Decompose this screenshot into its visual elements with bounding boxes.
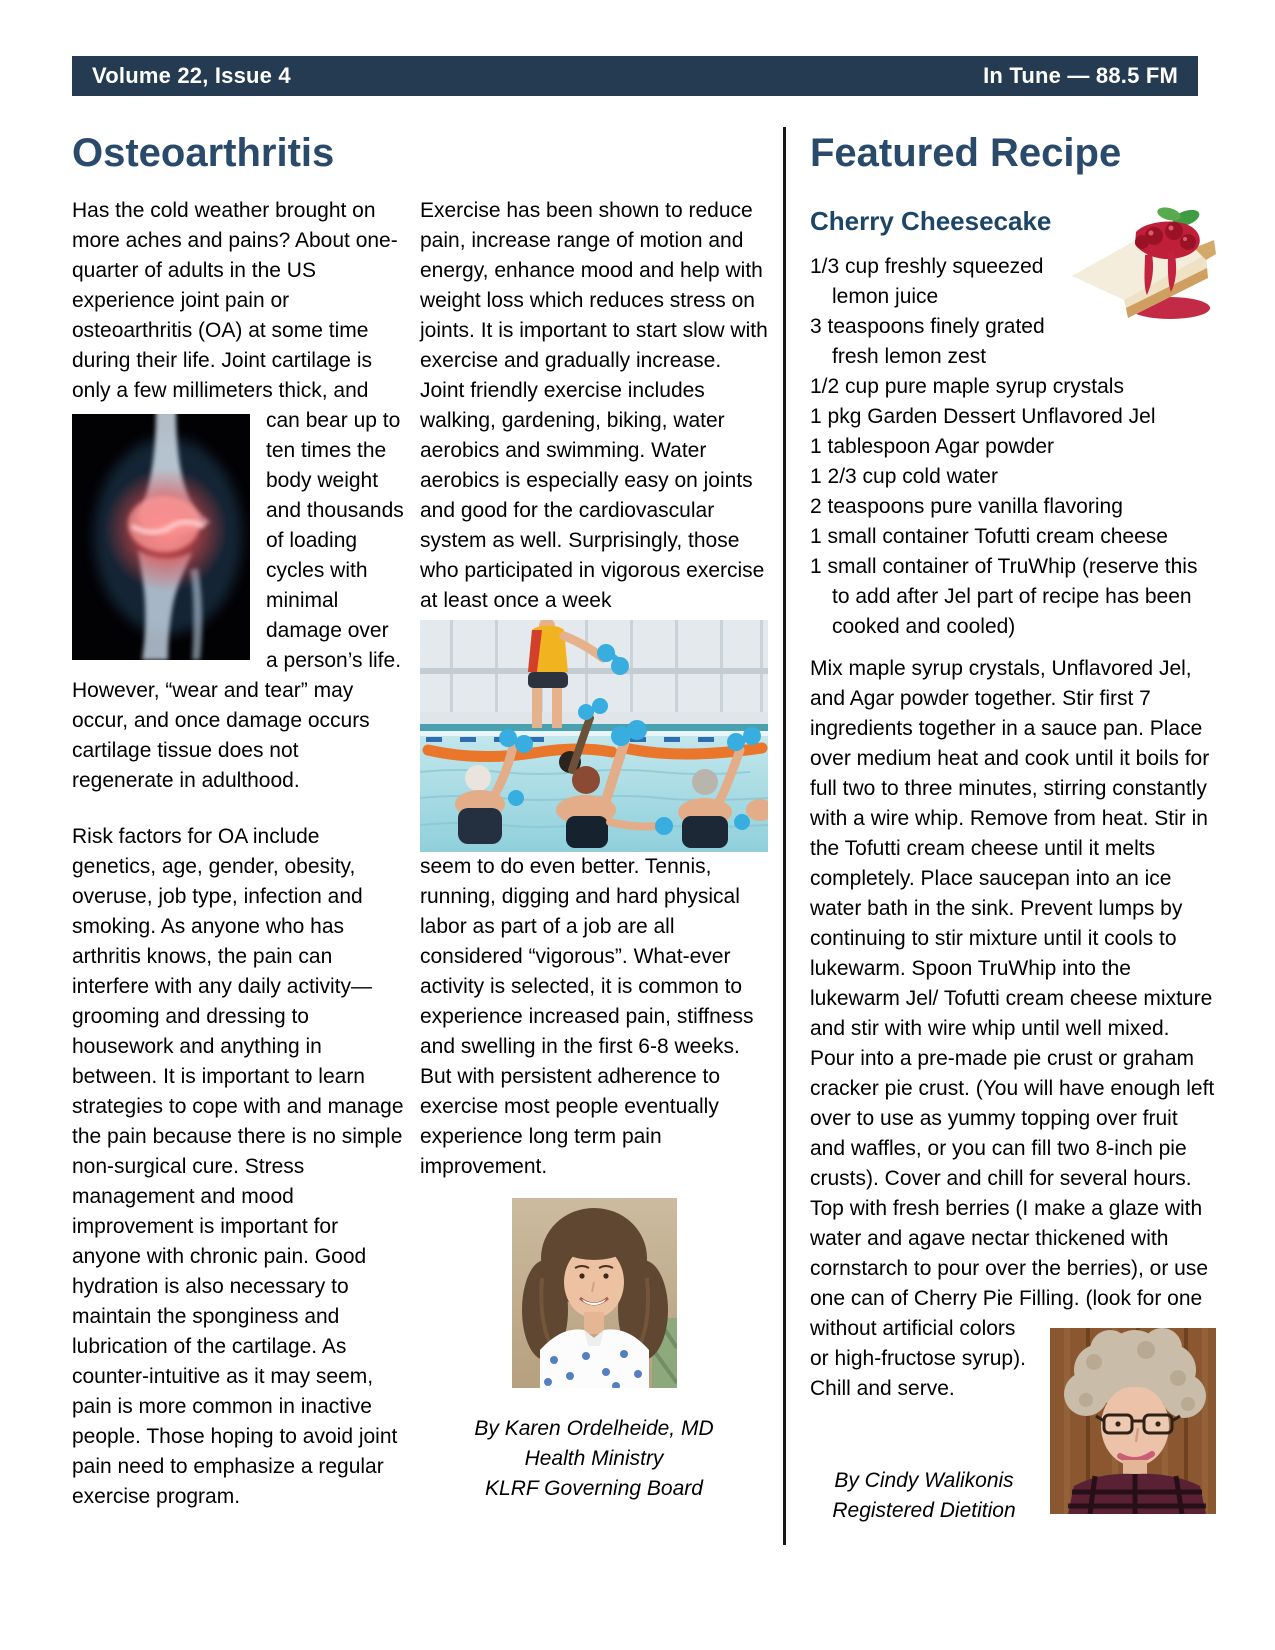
byline-role: Registered Dietition <box>832 1499 1016 1522</box>
ingredient-item: 1/3 cup freshly squeezed lemon juice <box>810 255 1044 308</box>
recipe-instructions <box>810 654 1216 1404</box>
byline-author: By Karen Ordelheide, MD <box>474 1417 714 1440</box>
ingredient-item: 1 pkg Garden Dessert Unflavored Jel <box>810 405 1156 428</box>
exercise-paragraph-1: Exercise has been shown to reduce pain, increase range of motion and energy, enhance mood and help with weight loss which reduces stress on joints. It is important to start slow with exercise and gradually increase. Joint friendly exercise includes walking, gardening, biking, water aerobics and swimming. Water aerobics is especially easy on joints and good for the cardiovascular system as well. Surprisingly, those who participated in vigorous exercise at least once a week <box>420 199 768 612</box>
knee-xray-image <box>72 414 250 660</box>
cindy-portrait-photo <box>1050 1328 1216 1514</box>
paragraph-1-part-b: bear up to ten times the body weight and thousands of loading cycles with minimal damage over a person’s life. However, “wear and tear” may occur, and once damage occurs cartilage tissue does not regenerate in adulthood. <box>72 409 404 792</box>
recipe-section-title: Featured Recipe <box>810 131 1122 175</box>
ingredient-item: 1 tablespoon Agar powder <box>810 435 1055 458</box>
station-label: In Tune — 88.5 FM <box>983 63 1178 88</box>
ingredient-item: 3 teaspoons finely grated fresh lemon zest <box>810 315 1045 368</box>
masthead-bar <box>72 56 1198 96</box>
byline-author: By Cindy Walikonis <box>834 1469 1014 1492</box>
byline-org: KLRF Governing Board <box>485 1477 703 1500</box>
byline-role: Health Ministry <box>524 1447 664 1470</box>
ingredient-item: 1 small container of TruWhip (reserve this to add after Jel part of recipe has been cooked and cooled) <box>810 555 1198 638</box>
ingredient-item: 1 2/3 cup cold water <box>810 465 998 488</box>
exercise-paragraph-2: seem to do even better. Tennis, running, digging and hard physical labor as part of a job are all considered “vigorous”. What-ever activity is selected, it is common to experience increased pain, stiffness and swelling in the first 6-8 weeks. But with persistent adherence to exercise most people eventually experience long term pain improvement. <box>420 855 754 1178</box>
article-title: Osteoarthritis <box>72 131 335 175</box>
cheesecake-photo <box>1066 202 1216 324</box>
water-aerobics-photo <box>420 620 768 852</box>
instructions-part-a: Mix maple syrup crystals, Unflavored Jel, and Agar powder together. Stir first 7 ingredients together in a sauce pan. Place over medium heat and cook until it boils for full two to three minutes, stirring constantly with a wire whip. Remove from heat. Stir in the Tofutti cream cheese until it melts completely. Place saucepan into an ice water bath in the sink. Prevent lumps by continuing to stir mixture until it cools to lukewarm. Spoon TruWhip into the lukewarm Jel/ Tofutti cream cheese mixture and stir with wire whip until well mixed. Pour into a pre-made pie crust or graham cracker pie crust. (You will have enough left over to use as yummy topping over fruit and waffles, or you can fill two 8-inch pie crusts). Cover and chill for several hours. Top with fresh berries (I make a glaze with water and agave nectar thickened with cornstarch to pour over the berries), or use one can of Cherry Pie Filling. (look for one without <box>810 657 1215 1340</box>
ingredient-item: 1/2 cup pure maple syrup crystals <box>810 375 1124 398</box>
karen-byline <box>420 1414 768 1504</box>
issue-label: Volume 22, Issue 4 <box>92 63 291 88</box>
karen-portrait-photo <box>512 1198 677 1388</box>
paragraph-1-part-a: Has the cold weather brought on more aches and pains? About one-quarter of adults in the US experience joint pain or osteoarthritis (OA) at some time during their life. Joint cartilage is only a few millimeters thick, and can <box>72 199 398 432</box>
featured-recipe-section <box>810 130 1216 1526</box>
recipe-title: Cherry Cheesecake <box>810 206 1052 236</box>
column-divider <box>783 127 786 1545</box>
ingredient-item: 1 small container Tofutti cream cheese <box>810 525 1168 548</box>
ingredient-item: 2 teaspoons pure vanilla flavoring <box>810 495 1123 518</box>
instructions-part-b: artificial colors or high-fructose syrup). Chill and serve. <box>810 1317 1026 1400</box>
article-paragraph-1 <box>72 196 404 796</box>
osteoarthritis-article <box>72 130 404 1512</box>
article-paragraph-2: Risk factors for OA include genetics, age, gender, obesity, overuse, job type, infection and smoking. As anyone who has arthritis knows, the pain can interfere with any daily activity—grooming and dressing to housework and anything in between. It is important to learn strategies to cope with and manage the pain because there is no simple non-surgical cure. Stress management and mood improvement is important for anyone with chronic pain. Good hydration is also necessary to maintain the sponginess and lubrication of the cartilage. As counter-intuitive as it may seem, pain is more common in inactive people. Those hoping to avoid joint pain need to emphasize a regular exercise program. <box>72 825 404 1508</box>
exercise-column <box>420 196 768 1504</box>
